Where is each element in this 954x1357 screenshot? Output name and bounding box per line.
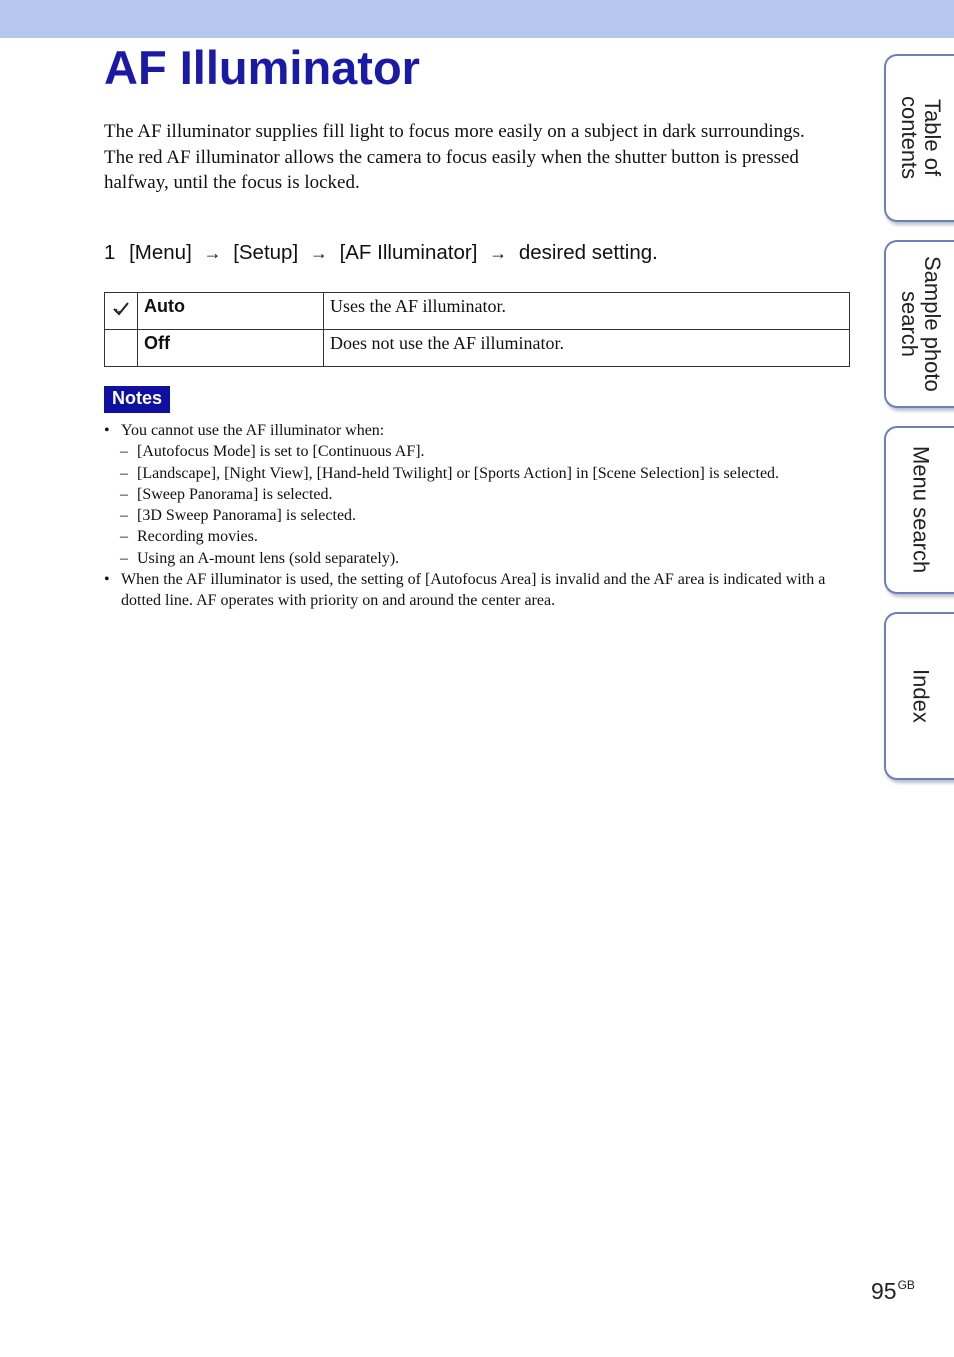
menu-path-part: [AF Illuminator] [339,241,478,264]
list-item [104,420,849,441]
page-number-suffix: GB [897,1278,915,1292]
tab-table-of-contents[interactable] [884,54,954,222]
list-item [104,484,849,505]
tab-menu-search[interactable] [884,426,954,594]
setting-description: Uses the AF illuminator. [324,293,850,330]
note-subitem: [Landscape], [Night View], [Hand-held Twilight] or [Sports Action] in [Scene Selection] is selected. [137,464,780,482]
note-subitem: Using an A-mount lens (sold separately). [137,549,400,567]
bullet-icon: • [104,422,110,439]
dash-icon: – [120,549,128,567]
notes-list [104,420,849,612]
default-marker-cell [105,293,138,330]
note-subitem: [Autofocus Mode] is set to [Continuous AF]. [137,443,425,461]
tab-label: Table of contents [897,96,945,180]
dash-icon: – [120,485,128,503]
note-text: You cannot use the AF illuminator when: [121,422,385,439]
note-subitem: [Sweep Panorama] is selected. [137,485,333,503]
dash-icon: – [120,528,128,546]
list-item [104,441,849,462]
dash-icon: – [120,507,128,525]
tab-label: Sample photo search [897,256,945,392]
tab-index[interactable] [884,612,954,780]
setting-description: Does not use the AF illuminator. [324,330,850,367]
checkmark-icon [112,301,130,317]
arrow-right-icon: → [489,243,508,263]
arrow-right-icon: → [203,243,222,263]
dash-icon: – [120,464,128,482]
menu-path-part: desired setting. [518,241,658,264]
list-item [104,505,849,526]
dash-icon: – [120,443,128,461]
note-text: When the AF illuminator is used, the setting of [Autofocus Area] is invalid and the AF area is indicated with a dotted line. AF operates with priority on and around the center area. [121,571,826,610]
list-item [104,463,849,484]
intro-text [104,119,844,196]
list-item [104,548,849,569]
page-title: AF Illuminator [104,41,420,94]
list-item [104,569,849,612]
page-number [871,1278,915,1305]
setting-name: Auto [138,293,324,330]
list-item [104,526,849,547]
default-marker-cell [105,330,138,367]
tab-label: Menu search [908,446,934,574]
table-row [105,293,850,330]
note-subitem: [3D Sweep Panorama] is selected. [137,507,357,525]
page-number-value: 95 [871,1278,897,1304]
step-number: 1 [104,241,116,264]
notes-badge: Notes [104,386,170,413]
header-band [0,0,954,38]
note-subitem: Recording movies. [137,528,258,546]
arrow-right-icon: → [309,243,328,263]
bullet-icon: • [104,571,110,589]
tab-sample-photo-search[interactable] [884,240,954,408]
menu-path-part: [Menu] [129,241,192,264]
menu-path-step [104,240,658,266]
menu-path-part: [Setup] [233,241,299,264]
table-row [105,330,850,367]
setting-name: Off [138,330,324,367]
intro-paragraph: The AF illuminator supplies fill light to focus more easily on a subject in dark surroundings. [104,121,805,142]
intro-paragraph: The red AF illuminator allows the camera to focus easily when the shutter button is pressed halfway, until the focus is locked. [104,146,799,193]
settings-table [104,292,850,367]
tab-label: Index [908,669,934,723]
